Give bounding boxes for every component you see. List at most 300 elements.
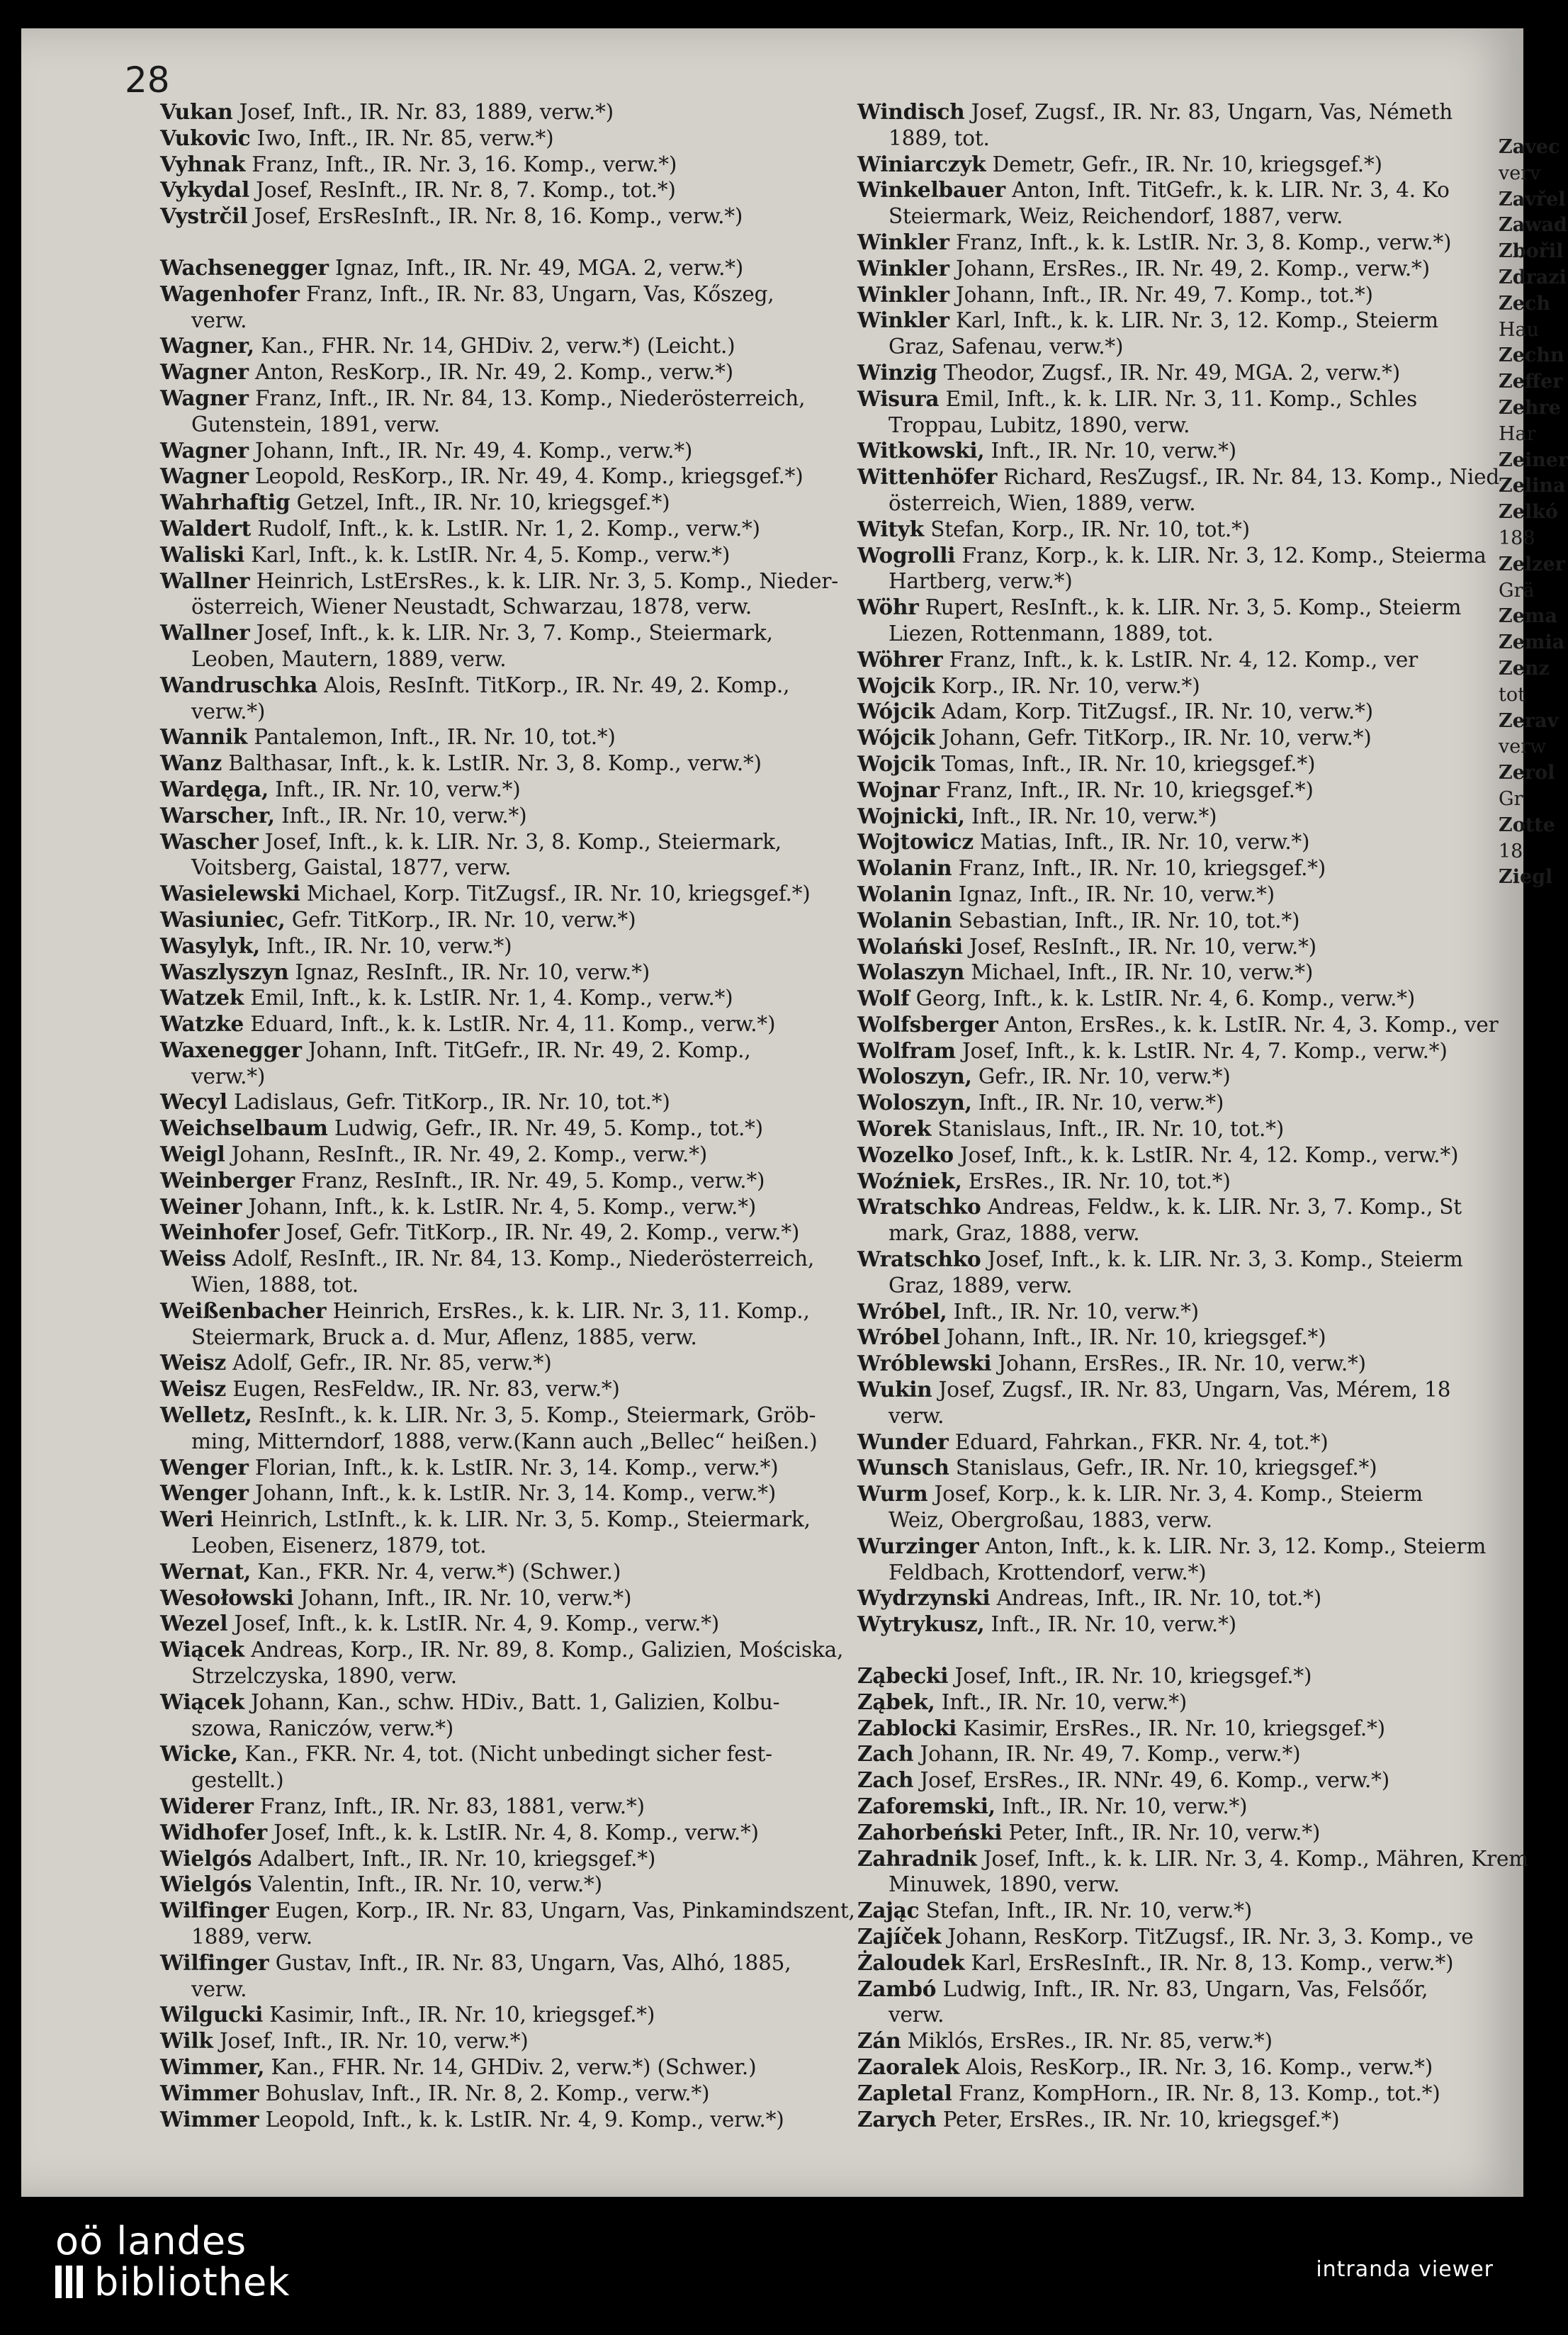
entry-surname: Wöhr	[857, 595, 919, 620]
entry-line	[857, 177, 1538, 203]
entry-details: Inft., IR. Nr. 10, verw.*)	[269, 777, 521, 801]
entry-line	[160, 933, 872, 960]
library-logo[interactable]	[55, 2219, 291, 2305]
entry-line	[160, 490, 872, 516]
entry-details: Johann, Kan., schw. HDiv., Batt. 1, Galizien, Kolbu-	[244, 1689, 780, 1714]
entry-line	[160, 386, 872, 412]
entry-details: Inft., IR. Nr. 10, verw.*)	[984, 1612, 1236, 1637]
entry-details: Adam, Korp. TitZugsf., IR. Nr. 10, verw.*)	[935, 699, 1373, 724]
entry-line	[160, 750, 872, 777]
entry-details: Franz, ResInft., IR. Nr. 49, 5. Komp., verw.*)	[295, 1168, 765, 1193]
entry-surname: Watzek	[160, 985, 244, 1011]
entry-surname: Wanz	[160, 750, 222, 776]
entry-line	[857, 99, 1538, 125]
entry-line	[160, 203, 872, 230]
entry-surname: Wunder	[857, 1429, 949, 1454]
entry-surname: Weißenbacher	[160, 1298, 327, 1323]
edge-fragment: Zema	[1499, 605, 1557, 628]
entry-details: Johann, Inft., IR. Nr. 10, kriegsgef.*)	[940, 1325, 1326, 1350]
entry-details: Anton, ResKorp., IR. Nr. 49, 2. Komp., verw.*)	[248, 360, 733, 385]
entry-surname: Vystrčil	[160, 203, 248, 229]
entry-continuation	[160, 646, 872, 673]
entry-continuation	[857, 1872, 1538, 1898]
entry-surname: Wenger	[160, 1480, 249, 1506]
entry-line	[160, 1168, 872, 1194]
entry-surname: Wójcik	[857, 699, 935, 724]
entry-surname: Wasielewski	[160, 881, 300, 906]
entry-line	[857, 2081, 1538, 2107]
entry-line	[857, 256, 1538, 282]
entry-surname: Wogrolli	[857, 542, 956, 568]
entry-details: Josef, Inft., k. k. LstIR. Nr. 4, 7. Komp., verw.*)	[955, 1038, 1448, 1063]
entry-surname: Wenger	[160, 1454, 249, 1480]
entry-surname: Wukin	[857, 1377, 932, 1402]
entry-surname: Wallner	[160, 568, 250, 593]
entry-line	[160, 1872, 872, 1898]
entry-line	[160, 907, 872, 933]
entry-surname: Wagner,	[160, 333, 254, 359]
entry-surname: Weinhofer	[160, 1220, 280, 1245]
entry-details: Michael, Korp. TitZugsf., IR. Nr. 10, kriegsgef.*)	[300, 882, 811, 906]
entry-line	[160, 1559, 872, 1585]
entry-line	[857, 960, 1538, 986]
entry-details: Josef, ResInft., IR. Nr. 8, 7. Komp., tot.*)	[249, 178, 676, 203]
entry-details: Josef, Inft., k. k. LstIR. Nr. 4, 12. Komp., verw.*)	[953, 1142, 1459, 1167]
entry-details: Heinrich, LstErsRes., k. k. LIR. Nr. 3, 5. Komp., Nieder-	[249, 568, 839, 593]
entry-details: ErsRes., IR. Nr. 10, tot.*)	[961, 1169, 1231, 1193]
entry-line	[857, 934, 1538, 960]
entry-surname: Winkler	[857, 281, 949, 307]
entry-line	[857, 1324, 1538, 1351]
entry-details: verw.	[889, 2003, 944, 2027]
entry-continuation	[160, 1429, 872, 1455]
edge-fragment: Zeffer	[1499, 371, 1563, 393]
entry-line	[857, 1689, 1538, 1716]
entry-line	[857, 386, 1538, 412]
entry-details: Franz, Inft., IR. Nr. 10, kriegsgef.*)	[939, 777, 1314, 802]
entry-line	[857, 1794, 1538, 1820]
entry-details: Peter, Inft., IR. Nr. 10, verw.*)	[1002, 1820, 1321, 1845]
entry-line	[857, 1481, 1538, 1507]
entry-details: Johann, Gefr. TitKorp., IR. Nr. 10, verw.*)	[935, 726, 1372, 750]
entry-details: Johann, Inft. TitGefr., IR. Nr. 49, 2. Komp.,	[301, 1037, 751, 1062]
entry-surname: Zapletal	[857, 2080, 952, 2105]
entry-details: Adolf, Gefr., IR. Nr. 85, verw.*)	[226, 1351, 552, 1375]
entry-line	[857, 438, 1538, 464]
entry-line	[857, 725, 1538, 751]
entry-line	[160, 2028, 872, 2054]
entry-line	[857, 1377, 1538, 1403]
entry-line	[160, 1037, 872, 1064]
entry-details: Emil, Inft., k. k. LstIR. Nr. 1, 4. Komp., verw.*)	[244, 986, 733, 1011]
entry-continuation	[160, 1324, 872, 1351]
edge-fragment: Zavec	[1499, 136, 1560, 158]
entry-details: Bohuslav, Inft., IR. Nr. 8, 2. Komp., verw.*)	[259, 2081, 710, 2105]
entry-details: Franz, Inft., IR. Nr. 10, kriegsgef.*)	[952, 856, 1326, 881]
entry-line	[857, 986, 1538, 1012]
entry-surname: Woźniek,	[857, 1168, 962, 1193]
entry-surname: Wascher	[160, 828, 259, 854]
entry-surname: Weigl	[160, 1142, 225, 1167]
entry-line	[857, 1038, 1538, 1064]
edge-fragment: 188	[1499, 527, 1535, 549]
entry-surname: Wagner	[160, 437, 249, 463]
entry-continuation	[160, 1272, 872, 1298]
entry-details: Inft., IR. Nr. 10, verw.*)	[935, 1689, 1188, 1714]
entry-details: Stefan, Korp., IR. Nr. 10, tot.*)	[924, 517, 1250, 541]
entry-line	[160, 673, 872, 699]
entry-surname: Wöhrer	[857, 646, 943, 672]
entry-surname: Wecyl	[160, 1089, 227, 1115]
entry-surname: Wolanin	[857, 907, 952, 933]
entry-details: Tomas, Inft., IR. Nr. 10, kriegsgef.*)	[935, 751, 1316, 776]
entry-line	[160, 333, 872, 359]
entry-continuation	[160, 1976, 872, 2003]
entry-details: Inft., IR. Nr. 10, verw.*)	[995, 1794, 1248, 1818]
entry-line	[857, 1716, 1538, 1742]
entry-details: Johann, ResKorp. TitZugsf., IR. Nr. 3, 3. Komp., ve	[941, 1924, 1474, 1949]
entry-line	[160, 1115, 872, 1142]
entry-surname: Wytrykusz,	[857, 1611, 985, 1637]
entry-surname: Waliski	[160, 541, 244, 567]
entry-surname: Zając	[857, 1898, 920, 1923]
entry-surname: Wolfram	[857, 1037, 956, 1063]
edge-fragment: Zehre	[1499, 396, 1561, 419]
entry-surname: Zaoralek	[857, 2054, 959, 2079]
entry-line	[857, 1299, 1538, 1325]
entry-details: Andreas, Feldw., k. k. LIR. Nr. 3, 7. Komp., St	[981, 1195, 1462, 1220]
entry-details: Miklós, ErsRes., IR. Nr. 85, verw.*)	[901, 2029, 1273, 2054]
entry-surname: Weichselbaum	[160, 1115, 328, 1141]
entry-line	[857, 855, 1538, 882]
edge-fragment: Zotte	[1499, 814, 1555, 836]
entry-details: Johann, Inft., IR. Nr. 49, 4. Komp., verw.*)	[248, 438, 693, 463]
edge-fragment: Zbořil	[1499, 240, 1564, 263]
entry-details: Adalbert, Inft., IR. Nr. 10, kriegsgef.*)	[252, 1846, 656, 1871]
entry-details: Anton, Inft. TitGefr., k. k. LIR. Nr. 3, 4. Ko	[1005, 178, 1450, 203]
entry-surname: Wannik	[160, 724, 248, 750]
entry-details: Johann, Inft., IR. Nr. 10, verw.*)	[293, 1585, 632, 1610]
entry-details: Graz, 1889, verw.	[889, 1273, 1073, 1298]
entry-surname: Vykydal	[160, 177, 249, 203]
entry-continuation	[160, 1767, 872, 1794]
entry-details: Josef, ResInft., IR. Nr. 10, verw.*)	[962, 934, 1316, 959]
entry-line	[160, 2081, 872, 2107]
entry-details: Leopold, ResKorp., IR. Nr. 49, 4. Komp., kriegsgef.*)	[248, 464, 803, 489]
entry-surname: Zablocki	[857, 1715, 957, 1740]
entry-line	[857, 1741, 1538, 1767]
entry-surname: Wagner	[160, 359, 249, 385]
entry-surname: Wróblewski	[857, 1351, 992, 1376]
entry-continuation	[857, 1403, 1538, 1429]
entry-line	[160, 803, 872, 829]
entry-continuation	[160, 1924, 872, 1950]
entry-surname: Wimmer	[160, 2106, 259, 2132]
entry-surname: Weiner	[160, 1193, 242, 1219]
entry-details: Voitsberg, Gaistal, 1877, verw.	[191, 855, 512, 880]
entry-details: Josef, Inft., k. k. LIR. Nr. 3, 4. Komp., Mähren, Krem	[976, 1846, 1529, 1871]
entry-details: ResInft., k. k. LIR. Nr. 3, 5. Komp., Steiermark, Gröb-	[252, 1403, 816, 1428]
entry-surname: Wolf	[857, 986, 910, 1011]
entry-continuation	[857, 1560, 1538, 1586]
page-number: 28	[125, 60, 170, 101]
edge-fragment: Zelina	[1499, 475, 1566, 497]
entry-details: Josef, ErsResInft., IR. Nr. 8, 16. Komp., verw.*)	[247, 204, 743, 229]
entry-line	[160, 568, 872, 595]
entry-line	[857, 1429, 1538, 1456]
entry-details: Stefan, Inft., IR. Nr. 10, verw.*)	[919, 1898, 1253, 1923]
edge-fragment: verw	[1499, 736, 1547, 758]
entry-details: Anton, ErsRes., k. k. LstIR. Nr. 4, 3. Komp., ver	[998, 1012, 1499, 1037]
entry-surname: Wydrzynski	[857, 1585, 991, 1611]
edge-fragment: Ziegl	[1499, 866, 1553, 889]
entry-line	[857, 647, 1538, 673]
entry-surname: Wielgós	[160, 1845, 252, 1871]
entry-details: Pantalemon, Inft., IR. Nr. 10, tot.*)	[247, 725, 616, 750]
entry-continuation	[857, 2002, 1538, 2028]
entry-details: Liezen, Rottenmann, 1889, tot.	[889, 621, 1214, 646]
entry-details: Balthasar, Inft., k. k. LstIR. Nr. 3, 8. Komp., verw.*)	[222, 751, 762, 776]
entry-details: Emil, Inft., k. k. LIR. Nr. 3, 11. Komp., Schles	[939, 386, 1418, 411]
entry-line	[160, 359, 872, 386]
entry-details: Alois, ResKorp., IR. Nr. 3, 16. Komp., verw.*)	[959, 2054, 1433, 2079]
entry-details: Gefr. TitKorp., IR. Nr. 10, verw.*)	[285, 907, 636, 932]
entry-details: Gutenstein, 1891, verw.	[191, 412, 441, 437]
entry-details: Rudolf, Inft., k. k. LstIR. Nr. 1, 2. Komp., verw.*)	[251, 516, 760, 541]
entry-details: szowa, Raniczów, verw.*)	[191, 1716, 454, 1740]
entry-line	[857, 1064, 1538, 1090]
entry-surname: Wunsch	[857, 1455, 949, 1480]
entry-line	[857, 2054, 1538, 2081]
entry-details: Johann, ErsRes., IR. Nr. 49, 2. Komp., verw.*)	[949, 256, 1430, 281]
entry-line	[160, 177, 872, 203]
edge-fragment: Hau	[1499, 318, 1540, 341]
entry-details: verw.	[191, 308, 247, 332]
entry-line	[857, 543, 1538, 569]
entry-surname: Winkler	[857, 308, 949, 333]
entry-line	[857, 804, 1538, 830]
entry-details: Eduard, Fahrkan., FKR. Nr. 4, tot.*)	[948, 1429, 1329, 1454]
entry-line	[857, 464, 1538, 490]
entry-line	[857, 230, 1538, 256]
entry-details: Ignaz, Inft., IR. Nr. 10, verw.*)	[952, 882, 1275, 906]
edge-column-fragments	[1499, 135, 1568, 891]
edge-fragment: Zawad	[1499, 214, 1567, 237]
entry-details: Josef, Inft., IR. Nr. 83, 1889, verw.*)	[232, 100, 614, 124]
entry-surname: Ząbecki	[857, 1663, 949, 1689]
entry-details: Korp., IR. Nr. 10, verw.*)	[935, 673, 1200, 698]
entry-surname: Watzke	[160, 1011, 244, 1037]
entry-details: Troppau, Lubitz, 1890, verw.	[889, 412, 1190, 437]
entry-details: Sebastian, Inft., IR. Nr. 10, tot.*)	[952, 908, 1300, 933]
entry-surname: Wolanin	[857, 855, 952, 881]
entry-details: Steiermark, Weiz, Reichendorf, 1887, verw.	[889, 204, 1343, 229]
entry-continuation	[857, 621, 1538, 647]
entry-surname: Wardęga,	[160, 776, 269, 801]
entry-details: Andreas, Inft., IR. Nr. 10, tot.*)	[990, 1586, 1321, 1611]
entry-line	[857, 1846, 1538, 1872]
entry-details: 1889, verw.	[191, 1924, 312, 1949]
edge-fragment: verv	[1499, 162, 1541, 184]
entry-details: verw.*)	[191, 1064, 266, 1088]
entry-surname: Winiarczyk	[857, 151, 986, 176]
entry-continuation	[857, 1273, 1538, 1299]
entry-surname: Zach	[857, 1767, 914, 1793]
entry-surname: Wróbel,	[857, 1298, 947, 1324]
entry-details: Getzel, Inft., IR. Nr. 10, kriegsgef.*)	[290, 490, 670, 515]
entry-line	[857, 1534, 1538, 1560]
entry-line	[857, 1767, 1538, 1794]
edge-fragment: 18	[1499, 840, 1523, 862]
entry-surname: Wagenhofer	[160, 281, 300, 306]
entry-surname: Windisch	[857, 99, 965, 124]
entry-details: Gustav, Inft., IR. Nr. 83, Ungarn, Vas, Alhó, 1885,	[269, 1950, 791, 1975]
entry-line	[857, 2107, 1538, 2133]
edge-fragment: Grä	[1499, 579, 1535, 602]
entry-line	[160, 1637, 872, 1663]
entry-details: Josef, Inft., k. k. LIR. Nr. 3, 7. Komp., Steiermark,	[249, 621, 773, 646]
entry-line	[160, 463, 872, 490]
entry-surname: Wurm	[857, 1481, 928, 1507]
entry-details: Franz, Korp., k. k. LIR. Nr. 3, 12. Komp., Steierma	[955, 543, 1487, 568]
entry-surname: Wurzinger	[857, 1533, 979, 1558]
entry-surname: Wolański	[857, 933, 963, 959]
entry-surname: Wandruschka	[160, 672, 318, 697]
entry-details: Hartberg, verw.*)	[889, 569, 1073, 594]
entry-surname: Zaforemski,	[857, 1794, 995, 1818]
entry-line	[160, 2002, 872, 2028]
entry-details: verw.*)	[191, 699, 266, 724]
entry-line	[160, 1611, 872, 1637]
edge-fragment: Zavřel	[1499, 188, 1566, 210]
entry-details: Inft., IR. Nr. 10, verw.*)	[274, 803, 527, 828]
entry-continuation	[160, 1663, 872, 1689]
entry-details: Heinrich, ErsRes., k. k. LIR. Nr. 3, 11. Komp.,	[326, 1298, 810, 1323]
entry-line	[857, 908, 1538, 934]
entry-details: Feldbach, Krottendorf, verw.*)	[889, 1560, 1207, 1585]
right-column	[857, 99, 1538, 2132]
entry-details: Josef, Inft., IR. Nr. 10, kriegsgef.*)	[948, 1664, 1312, 1689]
entry-details: 1889, tot.	[889, 125, 990, 150]
entry-surname: Wratschko	[857, 1194, 981, 1220]
entry-surname: Welletz,	[160, 1402, 252, 1428]
entry-line	[160, 542, 872, 568]
entry-continuation	[160, 308, 872, 334]
entry-surname: Wolaszyn	[857, 960, 965, 985]
logo-text-line2: bibliothek	[94, 2260, 291, 2305]
entry-line	[160, 125, 872, 152]
entry-line	[857, 1247, 1538, 1273]
entry-line	[857, 1976, 1538, 2003]
entry-details: Wien, 1888, tot.	[191, 1273, 359, 1298]
entry-details: Josef, Inft., k. k. LstIR. Nr. 4, 8. Komp., verw.*)	[266, 1820, 759, 1845]
edge-fragment: Zerav	[1499, 709, 1559, 732]
entry-details: Inft., IR. Nr. 10, verw.*)	[971, 1091, 1224, 1115]
entry-details: Leoben, Mautern, 1889, verw.	[191, 646, 507, 671]
entry-surname: Wiącek	[160, 1637, 244, 1662]
entry-details: Peter, ErsRes., IR. Nr. 10, kriegsgef.*)	[936, 2107, 1340, 2132]
entry-line	[160, 1950, 872, 1976]
entry-line	[857, 595, 1538, 621]
entry-details: Gefr., IR. Nr. 10, verw.*)	[971, 1064, 1231, 1089]
logo-bars-icon	[55, 2266, 87, 2301]
entry-line	[857, 2028, 1538, 2054]
entry-details: Ludwig, Gefr., IR. Nr. 49, 5. Komp., tot.*)	[327, 1116, 763, 1141]
edge-fragment: Zelzer	[1499, 553, 1565, 575]
entry-surname: Wojnicki,	[857, 803, 965, 828]
entry-details: österreich, Wien, 1889, verw.	[889, 490, 1196, 515]
section-gap	[857, 1638, 1538, 1663]
entry-details: Graz, Safenau, verw.*)	[889, 334, 1124, 359]
entry-surname: Waldert	[160, 515, 252, 541]
entry-details: Ladislaus, Gefr. TitKorp., IR. Nr. 10, tot.*)	[227, 1090, 670, 1115]
entry-surname: Zahradnik	[857, 1845, 977, 1871]
entry-surname: Zajíček	[857, 1923, 942, 1949]
entry-line	[857, 699, 1538, 725]
entry-surname: Wilgucki	[160, 2002, 264, 2027]
entry-details: Inft., IR. Nr. 10, verw.*)	[947, 1299, 1199, 1324]
edge-fragment: Zechn	[1499, 344, 1564, 367]
entry-line	[160, 281, 872, 308]
entry-line	[160, 620, 872, 646]
entry-surname: Wilfinger	[160, 1949, 269, 1975]
entry-line	[160, 255, 872, 281]
entry-details: Kan., FKR. Nr. 4, verw.*) (Schwer.)	[251, 1559, 621, 1584]
entry-details: Strzelczyska, 1890, verw.	[191, 1664, 457, 1689]
entry-line	[160, 1194, 872, 1220]
entry-surname: Winkler	[857, 229, 949, 254]
entry-line	[160, 960, 872, 986]
entry-details: Richard, ResZugsf., IR. Nr. 84, 13. Komp., Nied	[997, 465, 1500, 490]
viewer-brand[interactable]: intranda viewer	[1316, 2257, 1494, 2282]
entry-surname: Waxenegger	[160, 1037, 302, 1062]
edge-fragment: Har	[1499, 422, 1536, 445]
entry-continuation	[857, 1507, 1538, 1534]
entry-surname: Wróbel	[857, 1324, 940, 1350]
entry-line	[857, 1585, 1538, 1611]
entry-surname: Wisura	[857, 386, 940, 411]
entry-line	[160, 1089, 872, 1115]
entry-details: Josef, Zugsf., IR. Nr. 83, Ungarn, Vas, Mérem, 18	[932, 1378, 1451, 1402]
entry-details: Karl, Inft., k. k. LIR. Nr. 3, 12. Komp., Steierm	[949, 308, 1438, 333]
entry-surname: Winzig	[857, 359, 937, 385]
entry-surname: Wallner	[160, 620, 250, 646]
entry-surname: Wójcik	[857, 725, 935, 750]
entry-line	[857, 1924, 1538, 1950]
entry-continuation	[857, 568, 1538, 595]
entry-details: Johann, ErsRes., IR. Nr. 10, verw.*)	[991, 1351, 1366, 1376]
entry-details: Eugen, Korp., IR. Nr. 83, Ungarn, Vas, Pinkamindszent,	[269, 1898, 855, 1923]
entry-details: gestellt.)	[191, 1768, 284, 1793]
entry-line	[857, 673, 1538, 699]
entry-line	[160, 777, 872, 803]
entry-details: Kasimir, Inft., IR. Nr. 10, kriegsgef.*)	[263, 2003, 655, 2027]
entry-details: Demetr, Gefr., IR. Nr. 10, kriegsgef.*)	[986, 152, 1382, 176]
entry-line	[857, 1663, 1538, 1689]
edge-fragment: Zech	[1499, 292, 1550, 315]
entry-line	[160, 881, 872, 907]
entry-details: Josef, Inft., k. k. LIR. Nr. 3, 8. Komp., Steiermark,	[258, 829, 782, 854]
entry-surname: Zarych	[857, 2106, 937, 2132]
entry-details: Karl, Inft., k. k. LstIR. Nr. 4, 5. Komp., verw.*)	[244, 542, 731, 567]
entry-details: Ludwig, Inft., IR. Nr. 83, Ungarn, Vas, Felsőőr,	[936, 1976, 1428, 2001]
entry-surname: Vukovic	[160, 125, 251, 150]
section-gap	[160, 230, 872, 255]
edge-fragment: Gr	[1499, 787, 1523, 810]
entry-line	[857, 1820, 1538, 1846]
entry-line	[857, 308, 1538, 334]
entry-line	[160, 1585, 872, 1611]
